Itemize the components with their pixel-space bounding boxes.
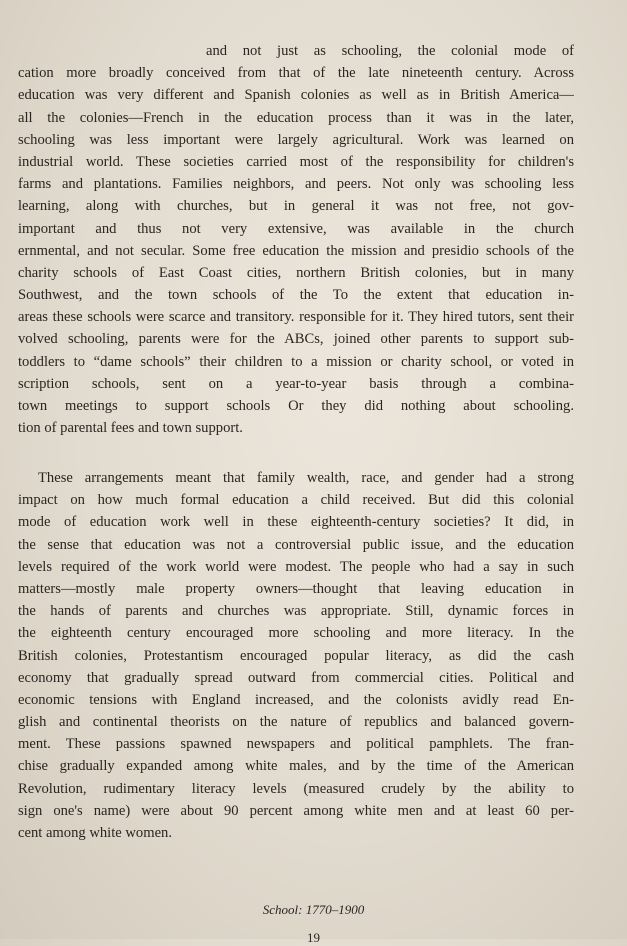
- paragraph-1-line: important and thus not very extensive, was available in the church: [18, 220, 574, 237]
- paragraph-2-line: chise gradually expanded among white males, and by the time of the American: [18, 758, 574, 775]
- paragraph-1-line: and not just as schooling, the colonial mode of: [206, 43, 574, 59]
- paragraph-2-line: the eighteenth century encouraged more schooling and more literacy. In the: [18, 625, 574, 642]
- paragraph-2-line: matters—mostly male property owners—thought that leaving education in: [18, 580, 574, 597]
- paragraph-2: [18, 467, 574, 844]
- paragraph-2-line: sign one's name) were about 90 percent among white men and at least 60 per-: [18, 802, 574, 819]
- paragraph-1-line: learning, along with churches, but in general it was not free, not gov-: [18, 198, 574, 215]
- paragraph-2-line: ment. These passions spawned newspapers and political pamphlets. The fran-: [18, 736, 574, 753]
- paragraph-1-line: scription schools, sent on a year-to-year basis through a combina-: [18, 375, 574, 392]
- paragraph-1-line: education was very different and Spanish colonies as well as in British America—: [18, 87, 574, 104]
- paragraph-1-line: areas these schools were scarce and transitory. responsible for it. They hired tutors, sent their: [18, 309, 574, 326]
- paragraph-2-line: the sense that education was not a controversial public issue, and the education: [18, 536, 574, 553]
- paragraph-2-line: British colonies, Protestantism encouraged popular literacy, as did the cash: [18, 647, 574, 664]
- paragraph-1-line: cation more broadly conceived from that of the late nineteenth century. Across: [18, 65, 574, 82]
- paragraph-1-line: toddlers to “dame schools” their children to a mission or charity school, or voted in: [18, 353, 574, 370]
- paragraph-1-line: ernmental, and not secular. Some free education the mission and presidio schools of the: [18, 242, 574, 259]
- paragraph-2-line: glish and continental theorists on the nature of republics and balanced govern-: [18, 714, 574, 731]
- paragraph-2-line: the hands of parents and churches was appropriate. Still, dynamic forces in: [18, 603, 574, 620]
- paragraph-1-line: charity schools of East Coast cities, northern British colonies, but in many: [18, 264, 574, 281]
- paragraph-1-line: industrial world. These societies carried most of the responsibility for children's: [18, 153, 574, 170]
- paragraph-2-line: levels required of the work world were modest. The people who had a say in such: [18, 558, 574, 575]
- paragraph-2-line: economy that gradually spread outward from commercial cities. Political and: [18, 669, 574, 686]
- paragraph-2-line: economic tensions with England increased, and the colonists avidly read En-: [18, 691, 574, 708]
- paragraph-2-line: Revolution, rudimentary literacy levels (measured crudely by the ability to: [18, 780, 574, 797]
- paragraph-1: [18, 40, 574, 439]
- paragraph-1-line: Southwest, and the town schools of the To the extent that education in-: [18, 287, 574, 304]
- paragraph-2-line: These arrangements meant that family wealth, race, and gender had a strong: [38, 470, 574, 486]
- running-footer-title: School: 1770–1900: [262, 902, 365, 917]
- paragraph-1-line: town meetings to support schools Or they did nothing about schooling.: [18, 398, 574, 414]
- paragraph-2-line: cent among white women.: [18, 825, 173, 841]
- page-number: 19: [307, 930, 320, 945]
- paragraph-1-line: farms and plantations. Families neighbors, and peers. Not only was schooling less: [18, 176, 574, 193]
- paragraph-1-line: volved schooling, parents were for the ABCs, joined other parents to support sub-: [18, 331, 574, 348]
- paragraph-1-line: tion of parental fees and town support.: [18, 420, 243, 437]
- paragraph-1-line: all the colonies—French in the education process than it was in the later,: [18, 109, 574, 126]
- paragraph-1-line: schooling was less important were largely agricultural. Work was learned on: [18, 131, 574, 148]
- paragraph-2-line: mode of education work well in these eighteenth-century societies? It did, in: [18, 514, 574, 531]
- paragraph-2-line: impact on how much formal education a child received. But did this colonial: [18, 492, 574, 509]
